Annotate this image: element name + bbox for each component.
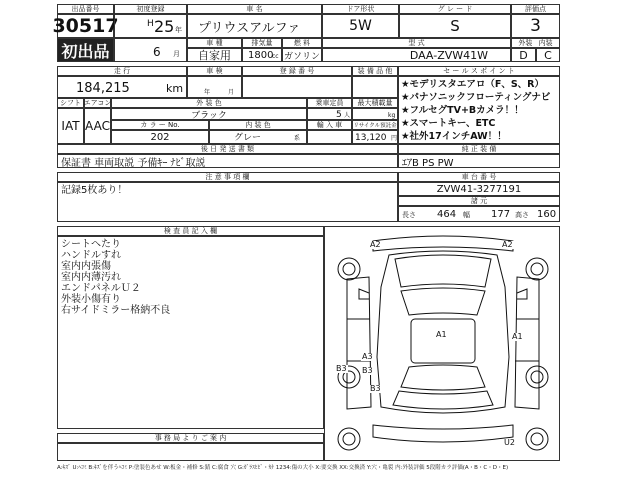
month-unit: 月 — [173, 50, 180, 58]
height: 160 — [537, 209, 557, 220]
max-load-cell — [352, 108, 398, 120]
selling-point: ★パナソニックフローティングナビ — [401, 92, 551, 103]
notes-box — [57, 182, 398, 222]
label-exterior-color: 外 装 色 — [111, 98, 307, 108]
capacity-unit: 人 — [344, 112, 351, 119]
model-code: DAA-ZVW41W — [322, 48, 511, 62]
era-prefix: H — [147, 19, 154, 29]
selling-point: ★スマートキー、ETC — [401, 118, 496, 129]
label-equipment: 装 備 品 他 — [352, 66, 398, 76]
inspection-month-unit: 月 — [228, 89, 235, 96]
interior-color: グレー — [234, 133, 262, 143]
selling-point: ★フルセグTV+Bカメラ！！ — [401, 105, 524, 116]
label-ext-int-score: 外装 内装 — [511, 38, 560, 48]
label-chassis-number: 車 台 番 号 — [398, 172, 560, 182]
height-label: 高さ — [515, 211, 529, 219]
width-label: 幅 — [463, 211, 470, 219]
label-shift: シフト — [57, 98, 84, 108]
label-recycle-fee: リサイクル預託金 — [352, 120, 398, 130]
label-car-name: 車 名 — [187, 4, 322, 14]
damage-mark: A2 — [502, 240, 513, 249]
grade: S — [399, 14, 511, 38]
recycle-fee: 13,120 — [355, 133, 387, 143]
damage-mark: A3 — [362, 352, 373, 361]
label-model: 型 式 — [322, 38, 511, 48]
label-genuine-equipment: 純 正 装 備 — [398, 144, 560, 154]
car-outline-icon — [325, 227, 561, 462]
yen-unit: 円 — [391, 135, 398, 142]
vehicle-class: 自家用 — [187, 48, 242, 62]
color-number: 202 — [111, 130, 209, 144]
recycle-fee-cell — [352, 130, 398, 144]
damage-mark: A1 — [512, 332, 523, 341]
max-load-unit: kg — [388, 112, 396, 119]
capacity-cell — [307, 108, 352, 120]
displacement-cell — [242, 48, 282, 62]
label-fuel: 燃 料 — [282, 38, 322, 48]
label-color-number: カ ラ ー No. — [111, 120, 209, 130]
shift: IAT — [57, 108, 84, 144]
label-interior-color: 内 装 色 — [209, 120, 307, 130]
label-mileage: 走 行 — [57, 66, 187, 76]
series-unit: 系 — [294, 135, 301, 142]
label-selling-points: セ ー ル ス ポ イ ン ト — [398, 66, 560, 76]
label-score: 評価点 — [511, 4, 560, 14]
inspection-year-unit: 年 — [204, 89, 211, 96]
selling-point: ★モデリスタエアロ（F、S、R） — [401, 79, 544, 90]
inspector-note: 右サイドミラー格納不良 — [61, 305, 171, 316]
inspector-note: シートへたり — [61, 239, 121, 250]
genuine-equipment: ｴｱB PS PW — [398, 154, 560, 168]
label-registration-number: 登 録 番 号 — [242, 66, 352, 76]
label-displacement: 排気量 — [242, 38, 282, 48]
label-first-registration: 初度登録 — [114, 4, 187, 14]
office-notice — [57, 443, 324, 461]
dimensions — [398, 206, 560, 222]
damage-mark: A1 — [436, 330, 447, 339]
inspector-note: エンドパネルＵ２ — [61, 283, 141, 294]
label-aircon: エアコン — [83, 99, 112, 107]
exterior-color: ブラック — [111, 108, 307, 120]
label-door-shape: ドア形状 — [322, 4, 399, 14]
equipment — [352, 76, 398, 98]
label-lot-no: 出品番号 — [57, 4, 114, 14]
damage-mark: U2 — [504, 438, 515, 447]
import-value — [307, 130, 352, 144]
label-inspector-notes: 検 査 員 記 入 欄 — [57, 226, 324, 236]
capacity: 5 — [336, 110, 342, 120]
lot-number: 30517 — [52, 15, 119, 37]
label-max-load: 最大積載量 — [352, 98, 398, 108]
registration-month: 6 — [153, 45, 161, 59]
damage-mark: B3 — [362, 366, 373, 375]
inspection-cell — [187, 76, 242, 98]
length: 464 — [437, 209, 457, 220]
width: 177 — [491, 209, 511, 220]
score: 3 — [511, 14, 560, 38]
door-shape: 5W — [322, 14, 399, 38]
inspector-note: 室内内張傷 — [61, 261, 111, 272]
label-inspection: 車 検 — [187, 66, 242, 76]
mileage: 184,215 — [76, 81, 130, 96]
chassis-number: ZVW41-3277191 — [398, 182, 560, 196]
length-label: 長さ — [402, 211, 416, 219]
damage-legend: A:ｷｽﾞ U:ﾍｺﾐ B:ｷｽﾞを伴うﾍｺﾐ P:塗装色あせ W:板金・補修 S:錆 C:腐食 穴 G:ｶﾞﾗｽﾋﾋﾞ・ｶｹ 1234:傷の大小 X:要交換 XX:交換済 Y:穴・亀裂 内:外装評価 5段階カラ評価(A・B・C・D・E) — [57, 465, 509, 471]
year-unit: 年 — [175, 26, 182, 34]
damage-mark: B3 — [336, 364, 347, 373]
interior-color-cell — [209, 130, 307, 144]
registration-number — [242, 76, 352, 98]
label-capacity: 乗車定員 — [307, 98, 352, 108]
mileage-cell — [57, 76, 187, 98]
label-office-notice: 事 務 局 よ り ご 案 内 — [57, 433, 324, 443]
car-name: プリウスアルファ — [187, 14, 322, 38]
label-dimensions: 諸 元 — [398, 196, 560, 206]
first-registration-year — [114, 14, 187, 38]
registration-year: 25 — [154, 17, 175, 36]
label-grade: グ レ ー ド — [399, 4, 511, 14]
label-later-documents: 後 日 発 送 書 類 — [57, 144, 398, 154]
interior-score: C — [536, 48, 560, 62]
inspector-note: 室内内薄汚れ — [61, 272, 121, 283]
label-vehicle-class: 車 種 — [187, 38, 242, 48]
label-notes: 注 意 事 項 欄 — [57, 172, 398, 182]
exterior-score: D — [511, 48, 536, 62]
selling-point: ★社外17インチAW！！ — [401, 131, 507, 142]
inspector-note: 外装小傷有り — [61, 294, 121, 305]
damage-mark: A2 — [370, 240, 381, 249]
mileage-unit: km — [166, 82, 184, 95]
aircon: AAC — [84, 108, 111, 144]
inspector-note: ハンドルすれ — [61, 250, 121, 261]
car-damage-diagram — [324, 226, 560, 461]
later-documents: 保証書 車両取説 予備ｷｰ ﾅﾋﾞ取説 — [57, 154, 398, 168]
inspector-notes — [57, 236, 324, 429]
notes: 記録5枚あり！ — [61, 185, 128, 196]
displacement-unit: cc — [272, 53, 279, 60]
first-sale-badge: 初出品 — [57, 38, 114, 62]
label-import: 輸 入 車 — [307, 120, 352, 130]
selling-points — [398, 76, 560, 144]
fuel: ガソリン — [282, 48, 322, 62]
displacement: 1800 — [248, 50, 274, 61]
damage-mark: B3 — [370, 384, 381, 393]
first-registration-month — [114, 38, 187, 62]
